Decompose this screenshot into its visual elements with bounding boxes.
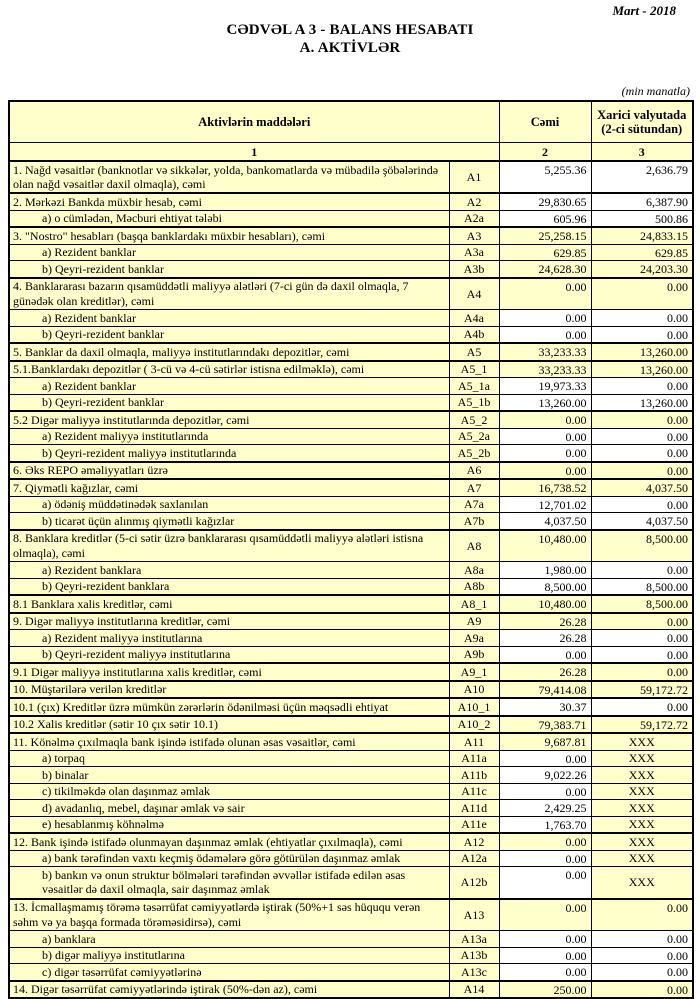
foreign-currency-value: 8,500.00 [591,595,693,613]
table-row [9,833,693,850]
row-code: A4 [449,278,499,310]
foreign-currency-value: 0.00 [591,428,693,445]
total-value: 5,255.36 [499,161,591,193]
row-code: A7a [449,496,499,513]
foreign-currency-value: 0.00 [591,646,693,663]
total-value: 13,260.00 [499,394,591,411]
row-code: A4a [449,310,499,327]
table-row [9,613,693,630]
balance-sheet-table [8,100,694,999]
row-label: 10.2 Xalis kreditlər (sətir 10 çıx sətir 10.1) [9,716,449,734]
table-row [9,816,693,833]
row-code: A3 [449,227,499,244]
foreign-currency-value: 24,203.30 [591,261,693,278]
row-code: A13a [449,931,499,948]
table-row [9,899,693,931]
table-row [9,663,693,681]
total-value: 0.00 [499,899,591,931]
table-row [9,278,693,310]
table-row [9,931,693,948]
foreign-currency-value: XXX [591,816,693,833]
row-label: 2. Mərkəzi Bankda müxbir hesab, cəmi [9,193,449,210]
foreign-currency-value: 500.86 [591,210,693,227]
row-label: b) Qeyri-rezident maliyyə institutlarına [9,646,449,663]
total-value: 79,383.71 [499,716,591,734]
table-row [9,646,693,663]
total-value: 0.00 [499,428,591,445]
foreign-currency-value: XXX [591,783,693,800]
table-row [9,681,693,699]
total-value: 0.00 [499,783,591,800]
foreign-currency-value: 0.00 [591,931,693,948]
foreign-currency-value: XXX [591,767,693,784]
table-row [9,343,693,361]
row-code: A9b [449,646,499,663]
total-value: 2,429.25 [499,800,591,817]
column-header-items: Aktivlərin maddələri [9,101,499,143]
total-value: 25,258.15 [499,227,591,244]
foreign-currency-value: 0.00 [591,496,693,513]
row-label: c) digər təsərrüfat cəmiyyətlərinə [9,964,449,981]
table-row [9,445,693,462]
row-code: A11c [449,783,499,800]
table-row [9,462,693,480]
row-code: A8b [449,578,499,595]
row-code: A10_1 [449,698,499,716]
foreign-currency-value: 629.85 [591,244,693,261]
foreign-currency-value: 0.00 [591,310,693,327]
table-row [9,326,693,343]
row-code: A3b [449,261,499,278]
row-code: A8_1 [449,595,499,613]
total-value: 1,980.00 [499,562,591,579]
row-code: A13b [449,947,499,964]
unit-note: (min manatla) [621,84,690,98]
total-value: 0.00 [499,310,591,327]
row-label: 3. "Nostro" hesabları (başqa banklardakı müxbir hesabları), cəmi [9,227,449,244]
total-value: 30.37 [499,698,591,716]
foreign-currency-value: 0.00 [591,630,693,647]
report-date: Mart - 2018 [612,3,676,18]
row-code: A2 [449,193,499,210]
column-number-3: 3 [591,143,693,162]
column-header-total: Cəmi [499,101,591,143]
foreign-currency-value: 8,500.00 [591,530,693,562]
row-code: A6 [449,462,499,480]
table-row [9,630,693,647]
row-label: b) Qeyri-rezident banklar [9,394,449,411]
table-row [9,210,693,227]
total-value: 9,022.26 [499,767,591,784]
table-row [9,479,693,496]
total-value: 8,500.00 [499,578,591,595]
total-value: 0.00 [499,931,591,948]
total-value: 10,480.00 [499,530,591,562]
table-row [9,800,693,817]
table-body [9,161,693,998]
table-row [9,496,693,513]
foreign-currency-value: 0.00 [591,964,693,981]
row-code: A9_1 [449,663,499,681]
row-label: 8.1 Banklara xalis kreditlər, cəmi [9,595,449,613]
row-label: b) Qeyri-rezident banklar [9,261,449,278]
row-label: 10.1 (çıx) Kreditlər üzrə mümkün zərərlərin ödənilməsi üçün məqsədli ehtiyat [9,698,449,716]
foreign-currency-value: 0.00 [591,411,693,428]
table-row [9,716,693,734]
row-code: A5_2b [449,445,499,462]
foreign-currency-value: 13,260.00 [591,343,693,361]
row-label: 5.1.Banklardakı depozitlər ( 3-cü və 4-cü sətirlər istisna edilməklə), cəmi [9,361,449,378]
foreign-currency-value: XXX [591,850,693,867]
row-code: A13c [449,964,499,981]
row-label: a) Rezident banklar [9,244,449,261]
row-code: A8a [449,562,499,579]
table-row [9,698,693,716]
foreign-currency-value: 13,260.00 [591,361,693,378]
foreign-currency-value: 0.00 [591,698,693,716]
table-row [9,850,693,867]
row-code: A5_2a [449,428,499,445]
row-code: A11 [449,733,499,750]
row-code: A1 [449,161,499,193]
row-code: A9 [449,613,499,630]
foreign-currency-value: 0.00 [591,613,693,630]
foreign-currency-value: 4,037.50 [591,513,693,530]
table-row [9,361,693,378]
row-label: 10. Müştərilərə verilən kreditlər [9,681,449,699]
total-value: 9,687.81 [499,733,591,750]
foreign-currency-value: 0.00 [591,663,693,681]
total-value: 605.96 [499,210,591,227]
table-header-row [9,101,693,143]
report-title-block [0,21,700,57]
row-label: e) hesablanmış köhnəlmə [9,816,449,833]
row-label: 11. Könəlmə çıxılmaqla bank işində istifadə olunan əsas vəsaitlər, cəmi [9,733,449,750]
table-row [9,378,693,395]
row-code: A2a [449,210,499,227]
row-label: b) binalar [9,767,449,784]
table-row [9,513,693,530]
row-label: 14. Digər təsərrüfat cəmiyyətlərində iştirak (50%-dən az), cəmi [9,981,449,999]
row-code: A4b [449,326,499,343]
table-row [9,428,693,445]
table-row [9,411,693,428]
row-code: A8 [449,530,499,562]
total-value: 0.00 [499,947,591,964]
row-label: a) o cümlədən, Məcburi ehtiyat tələbi [9,210,449,227]
total-value: 0.00 [499,833,591,850]
row-code: A11e [449,816,499,833]
foreign-currency-value: XXX [591,750,693,767]
column-header-foreign: Xarici valyutada (2-ci sütundan) [591,101,693,143]
total-value: 16,738.52 [499,479,591,496]
row-label: 1. Nağd vəsaitlər (banknotlar və sikkələr, yolda, bankomatlarda və mübadilə şöbələrində olan nağd vəsaitlər daxil olmaqla), cəmi [9,161,449,193]
total-value: 629.85 [499,244,591,261]
row-label: b) Qeyri-rezident banklara [9,578,449,595]
foreign-currency-value: 0.00 [591,462,693,480]
foreign-currency-value: XXX [591,867,693,899]
row-label: 9.1 Digər maliyyə institutlarına xalis kreditlər, cəmi [9,663,449,681]
foreign-currency-value: 0.00 [591,378,693,395]
row-label: b) Qeyri-rezident maliyyə institutlarında [9,445,449,462]
total-value: 4,037.50 [499,513,591,530]
total-value: 1,763.70 [499,816,591,833]
table-row [9,578,693,595]
row-code: A5_2 [449,411,499,428]
row-code: A13 [449,899,499,931]
foreign-currency-value: XXX [591,800,693,817]
total-value: 19,973.33 [499,378,591,395]
table-row [9,750,693,767]
row-label: 13. İcmallaşmamış törəmə təsərrüfat cəmiyyətlərdə iştirak (50%+1 səs hüququ verən səhm və ya başqa formada törəməsidirsə), cəmi [9,899,449,931]
table-row [9,867,693,899]
row-code: A9a [449,630,499,647]
table-row [9,981,693,999]
row-code: A11d [449,800,499,817]
foreign-currency-value: XXX [591,833,693,850]
row-label: d) avadanlıq, mebel, daşınar əmlak və sair [9,800,449,817]
row-label: a) banklara [9,931,449,948]
table-row [9,733,693,750]
row-label: 6. Əks REPO əməliyyatları üzrə [9,462,449,480]
total-value: 0.00 [499,462,591,480]
row-code: A5 [449,343,499,361]
table-row [9,767,693,784]
foreign-currency-value: 0.00 [591,899,693,931]
row-code: A11a [449,750,499,767]
row-code: A5_1 [449,361,499,378]
total-value: 10,480.00 [499,595,591,613]
column-number-1: 1 [9,143,499,162]
total-value: 24,628.30 [499,261,591,278]
foreign-currency-value: 0.00 [591,562,693,579]
table-row [9,562,693,579]
total-value: 0.00 [499,867,591,899]
table-row [9,783,693,800]
foreign-currency-value: 0.00 [591,326,693,343]
total-value: 12,701.02 [499,496,591,513]
foreign-currency-value: 8,500.00 [591,578,693,595]
row-label: c) tikilməkdə olan daşınmaz əmlak [9,783,449,800]
table-row [9,161,693,193]
report-subtitle: A. AKTİVLƏR [299,40,401,56]
total-value: 0.00 [499,964,591,981]
foreign-currency-value: 4,037.50 [591,479,693,496]
total-value: 26.28 [499,613,591,630]
total-value: 0.00 [499,445,591,462]
row-label: a) Rezident banklara [9,562,449,579]
row-code: A10 [449,681,499,699]
total-value: 0.00 [499,326,591,343]
total-value: 0.00 [499,850,591,867]
row-label: 8. Banklara kreditlər (5-ci sətir üzrə banklararası qısamüddətli maliyyə alətləri istisna olmaqla), cəmi [9,530,449,562]
report-title: CƏDVƏL A 3 - BALANS HESABATI [226,22,474,38]
table-row [9,530,693,562]
row-label: a) Rezident banklar [9,310,449,327]
row-code: A11b [449,767,499,784]
row-label: 5. Banklar da daxil olmaqla, maliyyə institutlarındakı depozitlər, cəmi [9,343,449,361]
total-value: 0.00 [499,750,591,767]
table-row [9,394,693,411]
table-row [9,193,693,210]
table-row [9,261,693,278]
total-value: 33,233.33 [499,343,591,361]
row-code: A5_1b [449,394,499,411]
foreign-currency-value: 0.00 [591,445,693,462]
column-number-2: 2 [499,143,591,162]
table-row [9,244,693,261]
table-row [9,227,693,244]
row-label: 9. Digər maliyyə institutlarına kreditlər, cəmi [9,613,449,630]
foreign-currency-value: 24,833.15 [591,227,693,244]
total-value: 26.28 [499,663,591,681]
row-label: a) Rezident maliyyə institutlarına [9,630,449,647]
foreign-currency-value: 6,387.90 [591,193,693,210]
foreign-currency-value: 13,260.00 [591,394,693,411]
row-code: A5_1a [449,378,499,395]
total-value: 0.00 [499,411,591,428]
total-value: 33,233.33 [499,361,591,378]
table-row [9,595,693,613]
total-value: 0.00 [499,646,591,663]
foreign-currency-value: 59,172.72 [591,681,693,699]
total-value: 0.00 [499,278,591,310]
row-label: 12. Bank işində istifadə olunmayan daşınmaz əmlak (ehtiyatlar çıxılmaqla), cəmi [9,833,449,850]
row-label: 7. Qiymətli kağızlar, cəmi [9,479,449,496]
row-code: A12a [449,850,499,867]
total-value: 79,414.08 [499,681,591,699]
foreign-currency-value: 0.00 [591,981,693,999]
foreign-currency-value: 0.00 [591,278,693,310]
row-label: a) bank tərəfindən vaxtı keçmiş ödəmələrə görə götürülən daşınmaz əmlak [9,850,449,867]
row-label: 5.2 Digər maliyyə institutlarında depozitlər, cəmi [9,411,449,428]
row-code: A10_2 [449,716,499,734]
column-numbering-row [9,143,693,162]
row-code: A14 [449,981,499,999]
total-value: 26.28 [499,630,591,647]
row-code: A12 [449,833,499,850]
foreign-currency-value: 2,636.79 [591,161,693,193]
foreign-currency-value: 59,172.72 [591,716,693,734]
foreign-currency-value: XXX [591,733,693,750]
row-code: A7b [449,513,499,530]
table-row [9,947,693,964]
total-value: 250.00 [499,981,591,999]
row-code: A3a [449,244,499,261]
foreign-currency-value: 0.00 [591,947,693,964]
table-row [9,310,693,327]
row-label: b) digər maliyyə institutlarına [9,947,449,964]
row-code: A12b [449,867,499,899]
row-code: A7 [449,479,499,496]
row-label: a) torpaq [9,750,449,767]
row-label: 4. Banklararası bazarın qısamüddətli maliyyə alətləri (7-ci gün də daxil olmaqla, 7 günədək olan kreditlər), cəmi [9,278,449,310]
row-label: b) ticarət üçün alınmış qiymətli kağızlar [9,513,449,530]
row-label: b) bankın və onun struktur bölmələri tərəfindən əvvəllər istifadə edilən əsas vəsaitlər də daxil olmaqla, sair daşınmaz əmlak [9,867,449,899]
row-label: b) Qeyri-rezident banklar [9,326,449,343]
row-label: a) ödəniş müddətinədək saxlanılan [9,496,449,513]
table-row [9,964,693,981]
row-label: a) Rezident banklar [9,378,449,395]
total-value: 29,830.65 [499,193,591,210]
row-label: a) Rezident maliyyə institutlarında [9,428,449,445]
